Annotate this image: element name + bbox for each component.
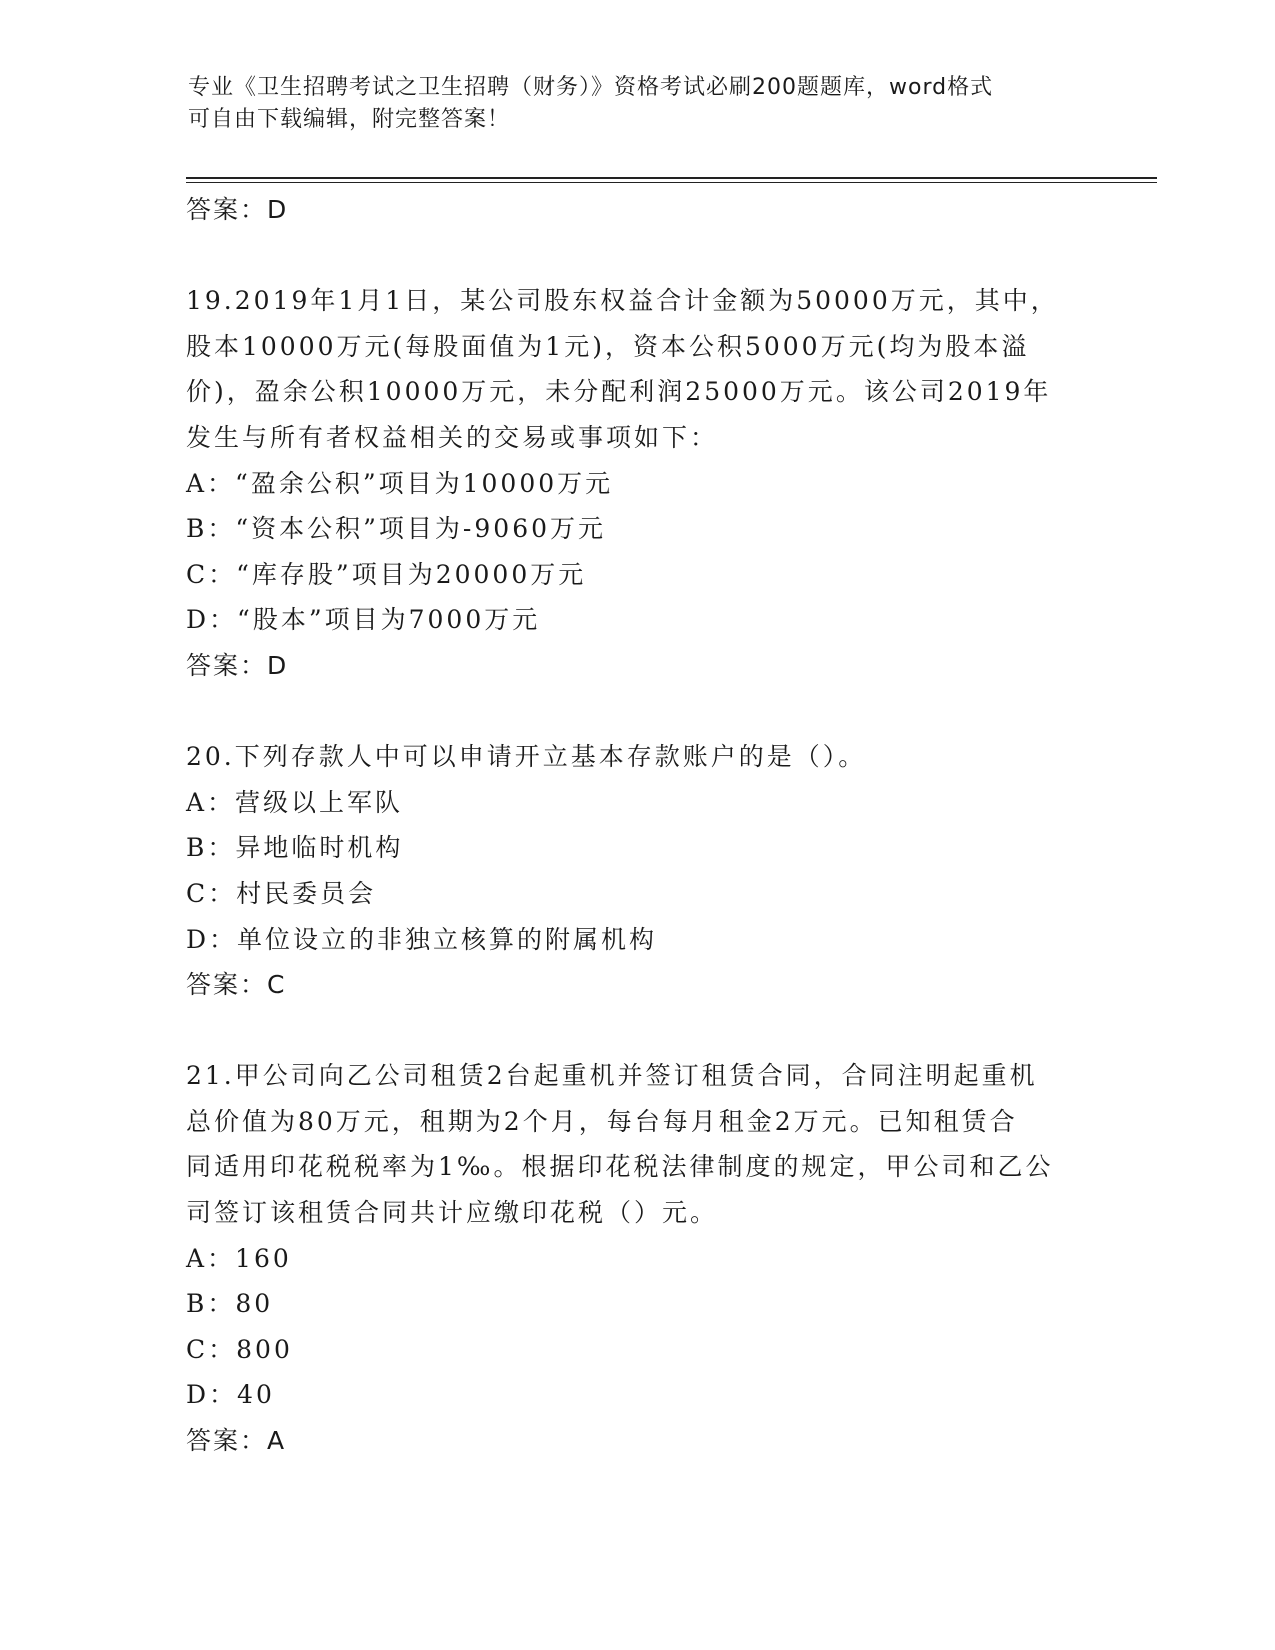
question-text-line: 股本10000万元(每股面值为1元)，资本公积5000万元(均为股本溢 [186, 331, 1030, 361]
previous-answer: 答案：D [186, 195, 289, 224]
question-20 [186, 734, 1086, 1008]
answer: 答案：A [186, 1426, 287, 1456]
spacer [186, 689, 1086, 735]
option-d: D：40 [186, 1380, 275, 1410]
header-line-2: 可自由下载编辑，附完整答案！ [188, 107, 511, 132]
answer: 答案：C [186, 970, 287, 1000]
header-divider-thin [186, 182, 1157, 183]
question-text-line: 总价值为80万元，租期为2个月，每台每月租金2万元。已知租赁合 [186, 1106, 1018, 1136]
option-b: B：80 [186, 1289, 274, 1319]
question-text-line: 发生与所有者权益相关的交易或事项如下： [186, 422, 719, 452]
option-a: A：160 [186, 1243, 292, 1273]
option-c: C：“库存股”项目为20000万元 [186, 559, 587, 589]
question-text-line: 21.甲公司向乙公司租赁2台起重机并签订租赁合同，合同注明起重机 [186, 1061, 1038, 1091]
option-a: A：“盈余公积”项目为10000万元 [186, 468, 614, 498]
question-text-line: 19.2019年1月1日，某公司股东权益合计金额为50000万元，其中， [186, 286, 1059, 316]
document-header [188, 72, 1068, 136]
option-c: C：村民委员会 [186, 878, 377, 908]
header-divider-thick [186, 177, 1157, 179]
document-body [186, 187, 1086, 1464]
question-text-line: 司签订该租赁合同共计应缴印花税（）元。 [186, 1198, 719, 1228]
spacer [186, 1008, 1086, 1054]
option-b: B：“资本公积”项目为-9060万元 [186, 514, 607, 544]
spacer [186, 233, 1086, 279]
option-b: B：异地临时机构 [186, 833, 404, 863]
question-19 [186, 278, 1086, 688]
question-text-line: 价)，盈余公积10000万元，未分配利润25000万元。该公司2019年 [186, 377, 1052, 407]
option-c: C：800 [186, 1334, 293, 1364]
question-text-line: 同适用印花税税率为1‰。根据印花税法律制度的规定，甲公司和乙公 [186, 1152, 1054, 1182]
answer: 答案：D [186, 650, 289, 680]
option-d: D：单位设立的非独立核算的附属机构 [186, 924, 658, 954]
question-21 [186, 1053, 1086, 1463]
option-a: A：营级以上军队 [186, 787, 404, 817]
header-line-1: 专业《卫生招聘考试之卫生招聘（财务）》资格考试必刷200题题库，word格式 [188, 75, 994, 100]
question-text-line: 20.下列存款人中可以申请开立基本存款账户的是（）。 [186, 742, 867, 772]
option-d: D：“股本”项目为7000万元 [186, 605, 541, 635]
